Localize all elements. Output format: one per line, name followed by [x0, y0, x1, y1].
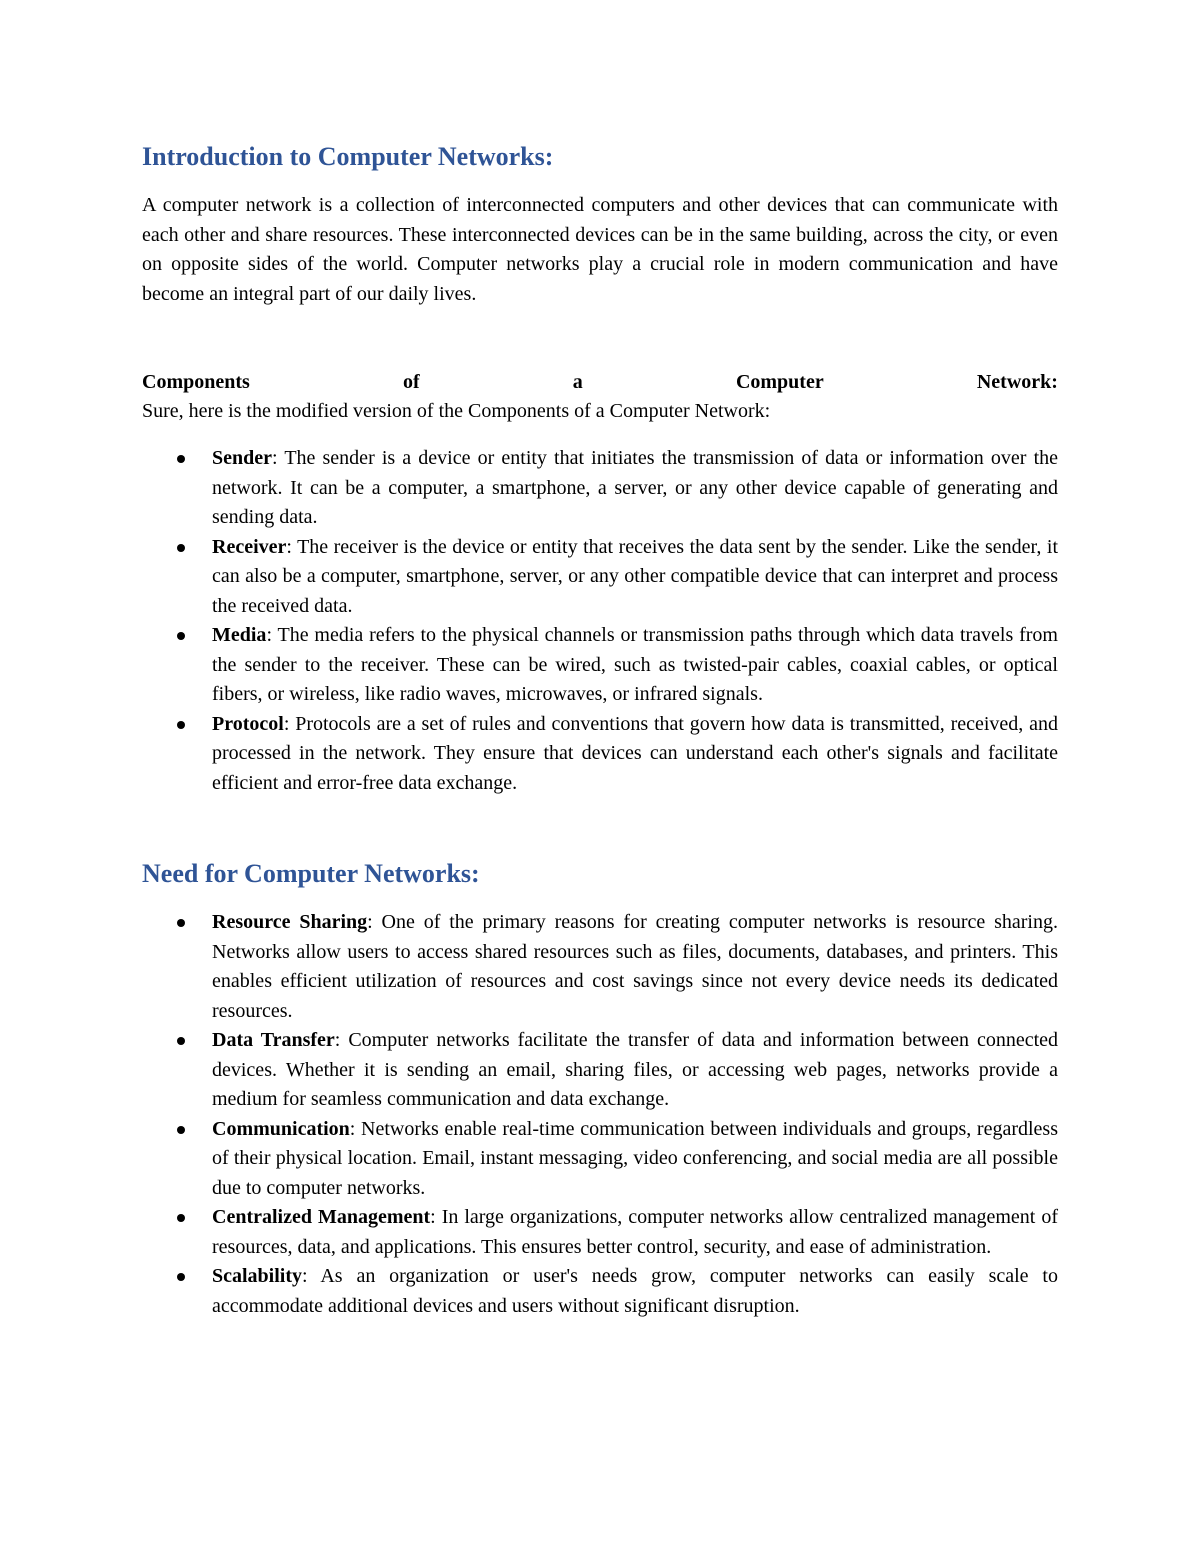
- list-item: [142, 444, 1058, 533]
- need-heading: Need for Computer Networks:: [142, 859, 480, 888]
- item-term: Protocol: [212, 712, 284, 735]
- item-text: : Protocols are a set of rules and conventions that govern how data is transmitted, received, and processed in the network. They ensure that devices can understand each other's signals and facilitate efficient and error-free data exchange.: [212, 712, 1058, 794]
- item-term: Sender: [212, 447, 272, 469]
- components-heading-word: a: [572, 371, 583, 393]
- item-text: : The sender is a device or entity that initiates the transmission of data or information over the network. It can be a computer, a smartphone, a server, or any other device capable of generating and sending data.: [212, 447, 1058, 528]
- components-heading-word: Network:: [976, 371, 1058, 393]
- bullet-icon: [177, 1126, 185, 1134]
- list-item: [142, 710, 1058, 799]
- bullet-icon: [177, 632, 185, 640]
- list-item: [142, 621, 1058, 710]
- item-text: : One of the primary reasons for creating computer networks is resource sharing. Networks allow users to access shared resources such as files, documents, databases, and printers. This enables efficient utilization of resources and cost savings since not every device needs its dedicated resources.: [212, 911, 1058, 1022]
- item-text: : Computer networks facilitate the transfer of data and information between connected devices. Whether it is sending an email, sharing files, or accessing web pages, networks provide a medium for seamless communication and data exchange.: [212, 1029, 1059, 1110]
- item-text: : In large organizations, computer networks allow centralized management of resources, data, and applications. This ensures better control, security, and ease of administration.: [212, 1206, 1059, 1258]
- item-text: : Networks enable real-time communication between individuals and groups, regardless of their physical location. Email, instant messaging, video conferencing, and social media are all possible due to computer networks.: [212, 1117, 1058, 1199]
- components-list: [142, 444, 1058, 798]
- item-text: : The media refers to the physical channels or transmission paths through which data travels from the sender to the receiver. These can be wired, such as twisted-pair cables, coaxial cables, or optical fibers, or wireless, like radio waves, microwaves, or infrared signals.: [212, 624, 1058, 705]
- list-item: [142, 533, 1058, 622]
- components-heading-word: Components: [142, 371, 250, 393]
- list-item: [142, 1026, 1058, 1115]
- components-heading-word: of: [402, 371, 420, 393]
- bullet-icon: [177, 1273, 185, 1281]
- item-term: Communication: [212, 1117, 350, 1140]
- components-lead: Sure, here is the modified version of the Components of a Computer Network:: [142, 400, 771, 422]
- list-item: [142, 1203, 1058, 1262]
- bullet-icon: [177, 544, 185, 552]
- item-term: Centralized Management: [212, 1206, 431, 1228]
- bullet-icon: [177, 1037, 185, 1045]
- item-term: Receiver: [212, 535, 287, 558]
- list-item: [142, 1115, 1058, 1204]
- components-heading: [142, 368, 1058, 398]
- item-term: Data Transfer: [212, 1029, 335, 1051]
- components-heading-word: Computer: [735, 371, 824, 393]
- list-item: [142, 1262, 1058, 1321]
- bullet-icon: [177, 455, 185, 463]
- bullet-icon: [177, 1214, 185, 1222]
- item-text: : As an organization or user's needs grow, computer networks can easily scale to accommodate additional devices and users without significant disruption.: [212, 1265, 1058, 1317]
- item-text: : The receiver is the device or entity that receives the data sent by the sender. Like the sender, it can also be a computer, smartphone, server, or any other compatible device that can interpret and process the received data.: [212, 535, 1058, 617]
- need-list: [142, 908, 1058, 1321]
- item-term: Resource Sharing: [212, 911, 368, 933]
- intro-paragraph: A computer network is a collection of interconnected computers and other devices that can communicate with each other and share resources. These interconnected devices can be in the same building, across the city, or even on opposite sides of the world. Computer networks play a crucial role in modern communication and have become an integral part of our daily lives.: [142, 194, 1058, 305]
- item-term: Scalability: [212, 1265, 303, 1287]
- bullet-icon: [177, 919, 185, 927]
- intro-heading: Introduction to Computer Networks:: [142, 142, 554, 171]
- bullet-icon: [177, 721, 185, 729]
- list-item: [142, 908, 1058, 1026]
- item-term: Media: [212, 624, 267, 646]
